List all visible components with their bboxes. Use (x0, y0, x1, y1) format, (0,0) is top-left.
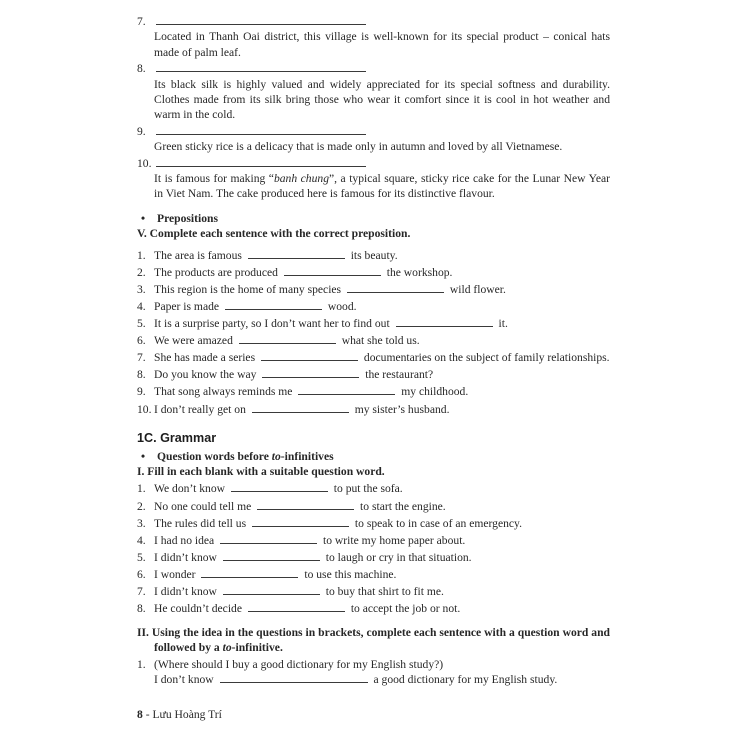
answer-blank (347, 283, 444, 293)
answer-blank (248, 249, 345, 259)
answer-blank (248, 602, 345, 612)
answer-blank (298, 385, 395, 395)
exercise-item (137, 384, 610, 399)
item-text-pre: He couldn’t decide (154, 602, 242, 616)
item-text-pre: The rules did tell us (154, 516, 247, 530)
item-text-post: its beauty. (350, 248, 398, 262)
exercise-item (137, 265, 610, 280)
answer-blank (252, 403, 349, 413)
answer-line (137, 14, 610, 29)
item-text-post: a good dictionary for my English study. (373, 673, 558, 687)
item-number: 2. (137, 265, 146, 279)
exercise-item (137, 367, 610, 382)
item-number: 3. (137, 516, 146, 530)
item-text-pre: No one could tell me (154, 499, 252, 513)
item-text-pre: I don’t know (154, 673, 214, 687)
answer-blank (262, 368, 359, 378)
item-number: 1. (137, 482, 146, 496)
answer-blank (252, 517, 349, 527)
item-text-pre: I wonder (154, 567, 196, 581)
item-text-post: to start the engine. (360, 499, 446, 513)
item-text-pre: Do you know the way (154, 368, 257, 382)
question-words-heading (137, 449, 610, 464)
item-text-post: my childhood. (401, 385, 469, 399)
village-description: Green sticky rice is a delicacy that is made only in autumn and loved by all Vietnamese. (154, 140, 563, 154)
bullet-icon: • (141, 449, 146, 463)
village-exercise-list (137, 14, 610, 202)
bullet-icon: • (141, 211, 146, 225)
exercise-ii-list (137, 657, 610, 688)
answer-blank (239, 334, 336, 344)
item-number: 6. (137, 567, 146, 581)
exercise-item (137, 533, 610, 548)
item-text-pre: I don’t really get on (154, 402, 246, 416)
item-number: 9. (137, 124, 146, 138)
item-number: 10. (137, 156, 152, 170)
item-text-pre: Paper is made (154, 299, 220, 313)
item-number: 2. (137, 499, 146, 513)
item-text-pre: We don’t know (154, 482, 225, 496)
village-exercise-item (137, 156, 610, 202)
item-text-post: to use this machine. (304, 567, 397, 581)
page-number: 8 (137, 708, 143, 721)
answer-blank (261, 351, 358, 361)
village-exercise-item (137, 124, 610, 155)
answer-line (137, 61, 610, 76)
answer-blank (220, 534, 317, 544)
exercise-item (137, 350, 610, 365)
item-text-pre: I didn’t know (154, 585, 217, 598)
item-text-post: it. (498, 317, 508, 331)
answer-blank (156, 125, 366, 135)
item-number: 9. (137, 385, 146, 399)
exercise-i-instruction: I. Fill in each blank with a suitable question word. (137, 465, 385, 479)
item-number: 8. (137, 368, 146, 382)
item-number: 7. (137, 351, 146, 365)
exercise-item (137, 550, 610, 565)
item-text-pre: It is a surprise party, so I don’t want her to find out (154, 317, 390, 331)
item-text-post: wood. (327, 299, 357, 313)
answer-line (137, 124, 610, 139)
item-number: 4. (137, 533, 146, 547)
item-text-post: my sister’s husband. (354, 402, 450, 416)
item-text-post: to accept the job or not. (350, 602, 461, 616)
exercise-v-list (137, 248, 610, 417)
item-number: 4. (137, 299, 146, 313)
answer-blank (223, 585, 320, 595)
answer-blank (231, 482, 328, 492)
footer-author: - Lưu Hoàng Trí (145, 708, 222, 721)
answer-blank (156, 62, 366, 72)
prepositions-heading (137, 211, 610, 226)
page-footer (137, 707, 222, 722)
answer-blank (257, 500, 354, 510)
exercise-item (137, 299, 610, 314)
item-number: 3. (137, 282, 146, 296)
exercise-item (137, 601, 610, 616)
bracket-question: (Where should I buy a good dictionary for my English study?) (154, 658, 444, 671)
village-exercise-item (137, 61, 610, 123)
item-text-pre: She has made a series (154, 351, 256, 365)
answer-blank (284, 266, 381, 276)
exercise-item (137, 516, 610, 531)
answer-blank (223, 551, 320, 561)
grammar-section-title: 1C. Grammar (137, 430, 217, 445)
prepositions-heading-label: Prepositions (157, 211, 218, 225)
item-text-post: the workshop. (386, 265, 453, 279)
rewrite-item (137, 657, 610, 688)
exercise-item (137, 282, 610, 297)
exercise-item (137, 567, 610, 582)
exercise-ii-instruction: II. Using the idea in the questions in brackets, complete each sentence with a question word and followed by a to-infinitive. (137, 625, 610, 654)
item-text-pre: We were amazed (154, 334, 233, 348)
exercise-item (137, 248, 610, 263)
question-words-heading-label: Question words before to-infinitives (157, 449, 334, 463)
village-description: Its black silk is highly valued and widely appreciated for its special softness and durability. Clothes made from its silk bring those who wear it comfort since it is cool in hot weather and warm in the cold. (154, 77, 610, 122)
answer-line (137, 156, 610, 171)
answer-blank (156, 15, 366, 25)
item-text-post: the restaurant? (365, 368, 434, 382)
item-number: 8. (137, 62, 146, 76)
item-text-post: documentaries on the subject of family relationships. (363, 351, 610, 365)
exercise-i-list (137, 481, 610, 616)
exercise-item (137, 481, 610, 496)
item-text-post: to buy that shirt to fit me. (325, 585, 444, 598)
item-number: 5. (137, 317, 146, 331)
item-text-pre: The products are produced (154, 265, 278, 279)
item-text-pre: I had no idea (154, 533, 215, 547)
item-text-pre: I didn’t know (154, 550, 217, 564)
answer-blank (396, 317, 493, 327)
item-number: 10. (137, 402, 152, 416)
answer-blank (225, 300, 322, 310)
item-text-pre: That song always reminds me (154, 385, 293, 399)
item-number: 6. (137, 334, 146, 348)
item-text-post: to speak to in case of an emergency. (354, 516, 522, 530)
exercise-item (137, 402, 610, 417)
answer-sentence (154, 672, 610, 687)
village-description: Located in Thanh Oai district, this village is well-known for its special product – conical hats made of palm leaf. (154, 30, 610, 59)
item-text-pre: This region is the home of many species (154, 282, 342, 296)
exercise-item (137, 499, 610, 514)
village-description: It is famous for making “banh chung”, a typical square, sticky rice cake for the Lunar New Year in Viet Nam. The cake produced here is famous for its distinctive flavour. (154, 172, 611, 201)
item-number: 5. (137, 550, 146, 564)
item-text-post: to put the sofa. (333, 482, 403, 496)
item-text-pre: The area is famous (154, 248, 242, 262)
item-number: 8. (137, 602, 146, 616)
item-number: 7. (137, 585, 146, 598)
item-number: 7. (137, 15, 146, 28)
item-text-post: what she told us. (341, 334, 420, 348)
answer-blank (156, 157, 366, 167)
village-exercise-item (137, 14, 610, 60)
item-text-post: to write my home paper about. (323, 533, 466, 547)
exercise-item (137, 584, 610, 599)
item-number: 1. (137, 658, 146, 671)
item-text-post: wild flower. (449, 282, 506, 296)
item-number: 1. (137, 248, 146, 262)
exercise-v-instruction: V. Complete each sentence with the correct preposition. (137, 227, 411, 241)
item-text-post: to laugh or cry in that situation. (325, 550, 472, 564)
exercise-item (137, 333, 610, 348)
answer-blank (220, 673, 368, 683)
exercise-item (137, 316, 610, 331)
answer-blank (201, 568, 298, 578)
